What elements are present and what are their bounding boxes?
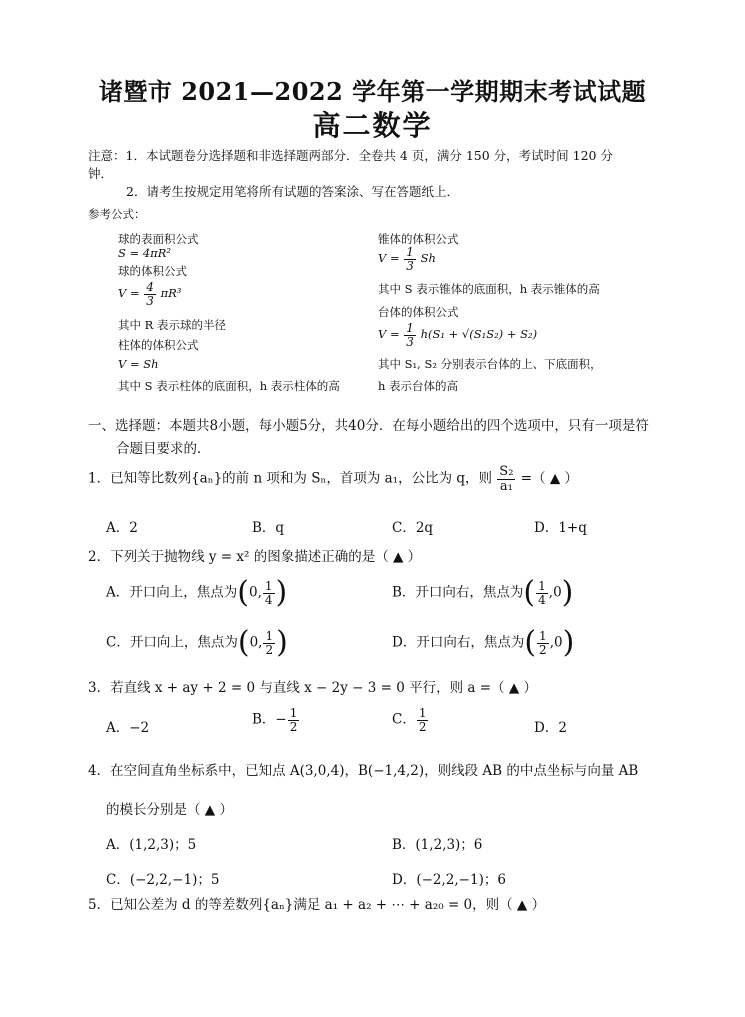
question-3-stem: 3．若直线 x + ay + 2 = 0 与直线 x − 2y − 3 = 0 平行，则 a =（ ▲ ） bbox=[88, 680, 537, 696]
q3-option-d[interactable]: D．2 bbox=[534, 720, 567, 736]
q2-option-c[interactable]: C．开口向上，焦点为(0, $\frac{1}{2}$ ) bbox=[106, 625, 288, 660]
q4-option-d[interactable]: D．(−2,2,−1)；6 bbox=[392, 872, 506, 888]
prism-formula: V = Sh bbox=[118, 357, 159, 371]
notice-line-2: 2．请考生按规定用笔将所有试题的答案涂、写在答题纸上． bbox=[126, 184, 459, 199]
sphere-volume-formula: V = $\frac{4}{3}$ πR³ bbox=[118, 280, 182, 308]
question-1-stem: 1．已知等比数列{aₙ}的前 n 项和为 Sₙ，首项为 a₁，公比为 q，则 $\frac{\text{S₂}}{\text{a₁}}$ =（ ▲ ） bbox=[88, 464, 578, 494]
cone-note: 其中 S 表示锥体的底面积，h 表示锥体的高 bbox=[378, 282, 600, 296]
notice-line-1b: 钟． bbox=[88, 166, 114, 181]
q4-option-c[interactable]: C．(−2,2,−1)；5 bbox=[106, 872, 220, 888]
q1-option-a[interactable]: A．2 bbox=[106, 520, 138, 536]
q1-option-c[interactable]: C．2q bbox=[392, 520, 434, 536]
frustum-note-2: h 表示台体的高 bbox=[378, 379, 459, 393]
q2-option-d[interactable]: D．开口向右，焦点为( $\frac{1}{2}$ ,0) bbox=[392, 625, 575, 660]
exam-subtitle: 高二数学 bbox=[312, 109, 433, 142]
formulas-heading: 参考公式： bbox=[88, 207, 146, 221]
q3-option-c[interactable]: C． $\frac{1}{2}$ bbox=[392, 706, 427, 734]
q2-option-b[interactable]: B．开口向右，焦点为( $\frac{1}{4}$ ,0) bbox=[392, 575, 574, 610]
question-5-stem: 5．已知公差为 d 的等差数列{aₙ}满足 a₁ + a₂ + ⋯ + a₂₀ = 0，则（ ▲ ） bbox=[88, 897, 546, 913]
prism-label: 柱体的体积公式 bbox=[118, 338, 199, 352]
question-4-stem-line-1: 4．在空间直角坐标系中，已知点 A(3,0,4)，B(−1,4,2)，则线段 AB 的中点坐标与向量 AB bbox=[88, 763, 639, 779]
q1-option-b[interactable]: B．q bbox=[252, 520, 285, 536]
prism-note: 其中 S 表示柱体的底面积，h 表示柱体的高 bbox=[118, 379, 340, 393]
exam-title: 诸暨市 2021—2022 学年第一学期期末考试试题 bbox=[98, 77, 647, 106]
sphere-surface-formula: S = 4πR² bbox=[118, 246, 171, 260]
q3-option-b[interactable]: B．− $\frac{1}{2}$ bbox=[252, 706, 298, 734]
sphere-surface-label: 球的表面积公式 bbox=[118, 232, 199, 246]
cone-formula: V = $\frac{1}{3}$ Sh bbox=[378, 245, 436, 273]
frustum-label: 台体的体积公式 bbox=[378, 305, 459, 319]
notice-line-1: 注意：1．本试题卷分选择题和非选择题两部分．全卷共 4 页，满分 150 分，考试时间 120 分 bbox=[88, 148, 613, 163]
q2-option-a[interactable]: A．开口向上，焦点为(0, $\frac{1}{4}$ ) bbox=[106, 575, 288, 610]
question-4-stem-line-2: 的模长分别是（ ▲ ） bbox=[106, 802, 233, 818]
q4-option-a[interactable]: A．(1,2,3)；5 bbox=[106, 837, 197, 853]
cone-label: 锥体的体积公式 bbox=[378, 232, 459, 246]
fraction: $\frac{4}{3}$ bbox=[146, 280, 154, 308]
sphere-note: 其中 R 表示球的半径 bbox=[118, 318, 226, 332]
q1-option-d[interactable]: D．1+q bbox=[534, 520, 587, 536]
question-2-stem: 2．下列关于抛物线 y = x² 的图象描述正确的是（ ▲ ） bbox=[88, 549, 422, 565]
sphere-volume-label: 球的体积公式 bbox=[118, 264, 187, 278]
section-heading-line-2: 合题目要求的． bbox=[116, 441, 211, 457]
q4-option-b[interactable]: B．(1,2,3)；6 bbox=[392, 837, 483, 853]
section-heading-line-1: 一、选择题：本题共8小题，每小题5分，共40分．在每小题给出的四个选项中，只有一项是符 bbox=[88, 418, 649, 434]
frustum-formula: V = $\frac{1}{3}$ h(S₁ + √(S₁S₂) + S₂) bbox=[378, 321, 538, 349]
frustum-note-1: 其中 S₁, S₂ 分别表示台体的上、下底面积， bbox=[378, 357, 602, 371]
q3-option-a[interactable]: A．−2 bbox=[106, 720, 150, 736]
